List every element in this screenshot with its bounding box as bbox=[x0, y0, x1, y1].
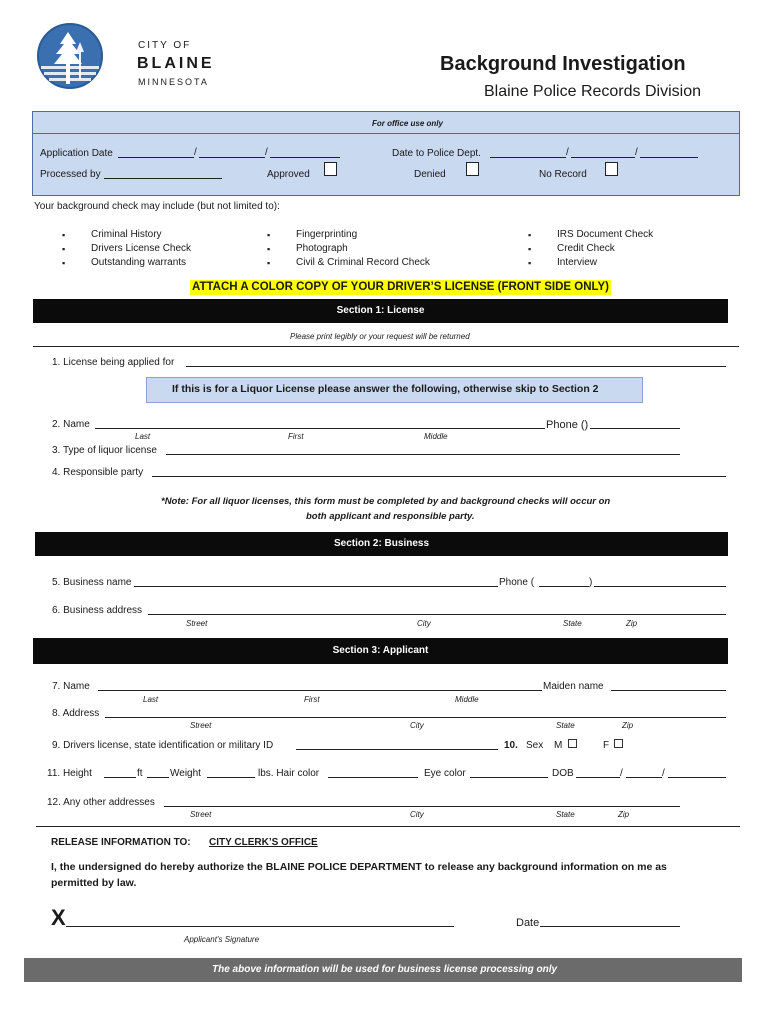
drivers-license-field[interactable] bbox=[296, 749, 498, 750]
print-legibly-instruction: Please print legibly or your request will be returned bbox=[290, 332, 470, 341]
street-caption: Street bbox=[190, 721, 212, 730]
sex-f-label: F bbox=[603, 740, 610, 751]
signature-field[interactable] bbox=[66, 926, 454, 927]
zip-caption: Zip bbox=[626, 619, 638, 628]
last-caption: Last bbox=[143, 695, 159, 704]
city-of-label: CITY OF bbox=[138, 40, 192, 51]
weight-label: Weight bbox=[170, 768, 201, 779]
bullet-icon: ▪ bbox=[267, 258, 271, 268]
city-logo bbox=[36, 22, 104, 90]
eye-color-field[interactable] bbox=[470, 777, 548, 778]
denied-label: Denied bbox=[414, 169, 446, 180]
page-title: Background Investigation bbox=[440, 53, 686, 75]
state-caption: State bbox=[563, 619, 582, 628]
approved-checkbox[interactable] bbox=[324, 162, 337, 176]
minnesota-label: MINNESOTA bbox=[138, 77, 209, 87]
q6-business-address-label: 6. Business address bbox=[52, 605, 143, 616]
check-item: Fingerprinting bbox=[296, 229, 358, 240]
city-caption: City bbox=[410, 721, 424, 730]
check-item: Criminal History bbox=[91, 229, 162, 240]
dob-label: DOB bbox=[552, 768, 574, 779]
date-to-police-year-line[interactable] bbox=[640, 157, 698, 158]
bullet-icon: ▪ bbox=[528, 230, 532, 240]
no-record-checkbox[interactable] bbox=[605, 162, 618, 176]
other-addresses-field[interactable] bbox=[164, 806, 680, 807]
signature-x-mark: X bbox=[51, 905, 66, 930]
denied-checkbox[interactable] bbox=[466, 162, 479, 176]
check-item: Credit Check bbox=[557, 243, 615, 254]
office-heading-rule bbox=[32, 133, 740, 134]
footer-text: The above information will be used for business license processing only bbox=[212, 964, 558, 975]
q4-responsible-label: 4. Responsible party bbox=[52, 467, 144, 478]
liquor-license-note: If this is for a Liquor License please answer the following, otherwise skip to Section 2 bbox=[172, 383, 599, 395]
liquor-phone-field[interactable] bbox=[590, 428, 680, 429]
approved-label: Approved bbox=[267, 169, 310, 180]
q11-height-label: 11. Height bbox=[47, 768, 92, 779]
business-address-field[interactable] bbox=[148, 614, 726, 615]
application-date-year-line[interactable] bbox=[270, 157, 340, 158]
ft-label: ft bbox=[137, 768, 143, 779]
signature-caption: Applicant’s Signature bbox=[184, 935, 260, 944]
applicant-address-field[interactable] bbox=[105, 717, 726, 718]
business-phone-area-field[interactable] bbox=[539, 586, 589, 587]
liquor-note-line-1: *Note: For all liquor licenses, this form must be completed by and background checks will occur on bbox=[161, 496, 611, 507]
hair-color-field[interactable] bbox=[328, 777, 418, 778]
bullet-icon: ▪ bbox=[267, 230, 271, 240]
business-name-field[interactable] bbox=[134, 586, 498, 587]
bullet-icon: ▪ bbox=[62, 244, 66, 254]
state-caption: State bbox=[556, 721, 575, 730]
check-item: Photograph bbox=[296, 243, 348, 254]
lbs-hair-label: lbs. Hair color bbox=[258, 768, 320, 779]
q10-label: 10. bbox=[504, 740, 518, 751]
check-item: Outstanding warrants bbox=[91, 257, 187, 268]
section-1-header: Section 1: License bbox=[33, 299, 728, 323]
processed-by-label: Processed by bbox=[40, 169, 101, 180]
business-phone-field[interactable] bbox=[594, 586, 726, 587]
check-item: IRS Document Check bbox=[557, 229, 654, 240]
middle-caption: Middle bbox=[424, 432, 448, 441]
state-caption: State bbox=[556, 810, 575, 819]
height-in-field[interactable] bbox=[147, 777, 169, 778]
q7-name-label: 7. Name bbox=[52, 681, 90, 692]
liquor-type-field[interactable] bbox=[166, 454, 680, 455]
divider bbox=[33, 346, 739, 347]
release-info-label: RELEASE INFORMATION TO: bbox=[51, 837, 191, 848]
height-ft-field[interactable] bbox=[104, 777, 136, 778]
office-use-heading: For office use only bbox=[372, 119, 443, 128]
applicant-name-field[interactable] bbox=[98, 690, 542, 691]
business-phone-label: Phone ( bbox=[499, 577, 535, 588]
application-date-month-line[interactable] bbox=[118, 157, 194, 158]
last-caption: Last bbox=[135, 432, 151, 441]
q8-address-label: 8. Address bbox=[52, 708, 100, 719]
city-caption: City bbox=[417, 619, 431, 628]
street-caption: Street bbox=[186, 619, 208, 628]
date-to-police-day-line[interactable] bbox=[571, 157, 635, 158]
application-date-label: Application Date bbox=[40, 148, 113, 159]
no-record-label: No Record bbox=[539, 169, 587, 180]
sex-m-label: M bbox=[554, 740, 563, 751]
q5-business-name-label: 5. Business name bbox=[52, 577, 132, 588]
bullet-icon: ▪ bbox=[528, 258, 532, 268]
q3-liquor-type-label: 3. Type of liquor license bbox=[52, 445, 157, 456]
sex-f-checkbox[interactable] bbox=[614, 739, 623, 748]
date-to-police-month-line[interactable] bbox=[490, 157, 566, 158]
date-to-police-label: Date to Police Dept. bbox=[392, 148, 481, 159]
bullet-icon: ▪ bbox=[62, 258, 66, 268]
sex-label: Sex bbox=[526, 740, 544, 751]
dob-month-field[interactable] bbox=[576, 777, 620, 778]
release-statement-line-2: permitted by law. bbox=[51, 877, 137, 889]
bullet-icon: ▪ bbox=[62, 230, 66, 240]
section-2-header: Section 2: Business bbox=[35, 532, 728, 556]
liquor-note-line-2: both applicant and responsible party. bbox=[306, 511, 475, 522]
page-subtitle: Blaine Police Records Division bbox=[484, 83, 701, 100]
first-caption: First bbox=[304, 695, 320, 704]
q9-id-label: 9. Drivers license, state identification or military ID bbox=[52, 740, 274, 751]
first-caption: First bbox=[288, 432, 304, 441]
bullet-icon: ▪ bbox=[528, 244, 532, 254]
check-item: Interview bbox=[557, 257, 598, 268]
license-applied-field[interactable] bbox=[186, 366, 726, 367]
maiden-name-label: Maiden name bbox=[543, 681, 604, 692]
release-statement-line-1: I, the undersigned do hereby authorize the BLAINE POLICE DEPARTMENT to release any background information on me as bbox=[51, 861, 667, 873]
release-office: CITY CLERK’S OFFICE bbox=[209, 837, 318, 848]
street-caption: Street bbox=[190, 810, 212, 819]
dob-day-field[interactable] bbox=[626, 777, 662, 778]
processed-by-line[interactable] bbox=[104, 178, 222, 179]
checks-intro: Your background check may include (but not limited to): bbox=[34, 201, 280, 212]
maiden-name-field[interactable] bbox=[611, 690, 726, 691]
eye-color-label: Eye color bbox=[424, 768, 466, 779]
liquor-phone-label: Phone () bbox=[546, 419, 589, 431]
check-item: Civil & Criminal Record Check bbox=[296, 257, 430, 268]
signature-date-label: Date bbox=[516, 917, 540, 929]
dob-year-field[interactable] bbox=[668, 777, 726, 778]
city-caption: City bbox=[410, 810, 424, 819]
responsible-party-field[interactable] bbox=[152, 476, 726, 477]
license-applied-label: 1. License being applied for bbox=[52, 357, 175, 368]
application-date-day-line[interactable] bbox=[199, 157, 265, 158]
blaine-wordmark: BLAINE bbox=[137, 55, 215, 72]
q2-name-label: 2. Name bbox=[52, 419, 90, 430]
liquor-name-field[interactable] bbox=[95, 428, 545, 429]
bullet-icon: ▪ bbox=[267, 244, 271, 254]
sex-m-checkbox[interactable] bbox=[568, 739, 577, 748]
middle-caption: Middle bbox=[455, 695, 479, 704]
attach-license-notice: ATTACH A COLOR COPY OF YOUR DRIVER’S LICENSE (FRONT SIDE ONLY) bbox=[192, 281, 610, 293]
section-3-header: Section 3: Applicant bbox=[33, 638, 728, 664]
zip-caption: Zip bbox=[622, 721, 634, 730]
signature-date-field[interactable] bbox=[540, 926, 680, 927]
weight-field[interactable] bbox=[207, 777, 255, 778]
q12-other-addresses-label: 12. Any other addresses bbox=[47, 797, 155, 808]
zip-caption: Zip bbox=[618, 810, 630, 819]
divider bbox=[36, 826, 740, 827]
check-item: Drivers License Check bbox=[91, 243, 192, 254]
